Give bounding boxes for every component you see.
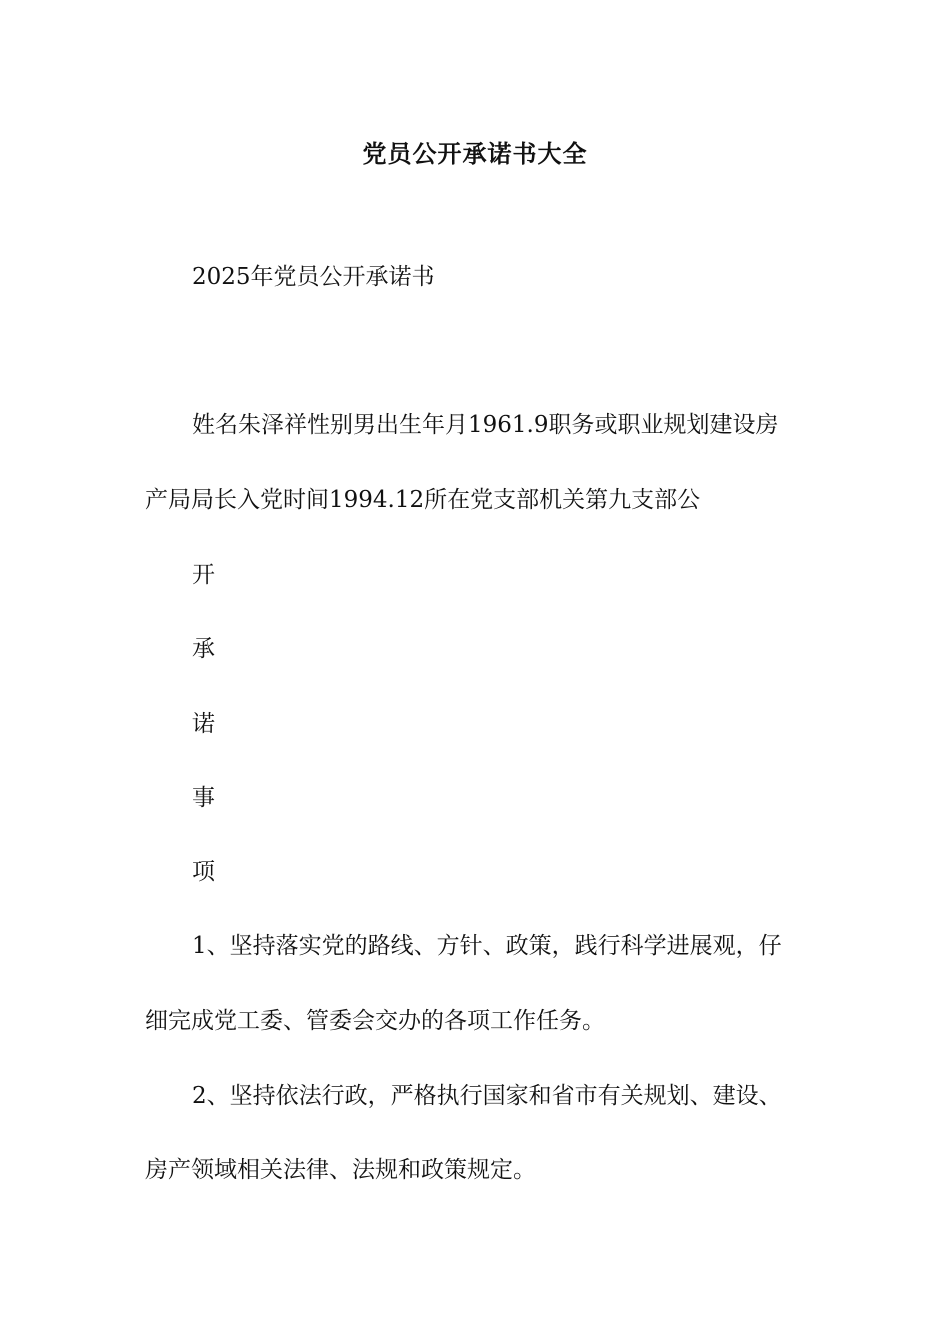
info-line-2: 产局局长入党时间1994.12所在党支部机关第九支部公 [145,487,701,513]
document-title: 党员公开承诺书大全 [362,139,588,168]
document-heading: 2025年党员公开承诺书 [192,264,435,290]
vertical-char-1: 开 [192,562,215,588]
item-1-line-1: 1、坚持落实党的路线、方针、政策，践行科学进展观，仔 [192,933,782,959]
item-2-line-1: 2、坚持依法行政，严格执行国家和省市有关规划、建设、 [192,1083,782,1109]
vertical-char-4: 事 [192,785,215,811]
item-2-line-2: 房产领域相关法律、法规和政策规定。 [145,1157,536,1183]
vertical-char-3: 诺 [192,711,215,737]
vertical-char-5: 项 [192,859,215,885]
vertical-char-2: 承 [192,636,215,662]
info-line-1: 姓名朱泽祥性别男出生年月1961.9职务或职业规划建设房 [192,412,779,438]
item-1-line-2: 细完成党工委、管委会交办的各项工作任务。 [145,1008,605,1034]
